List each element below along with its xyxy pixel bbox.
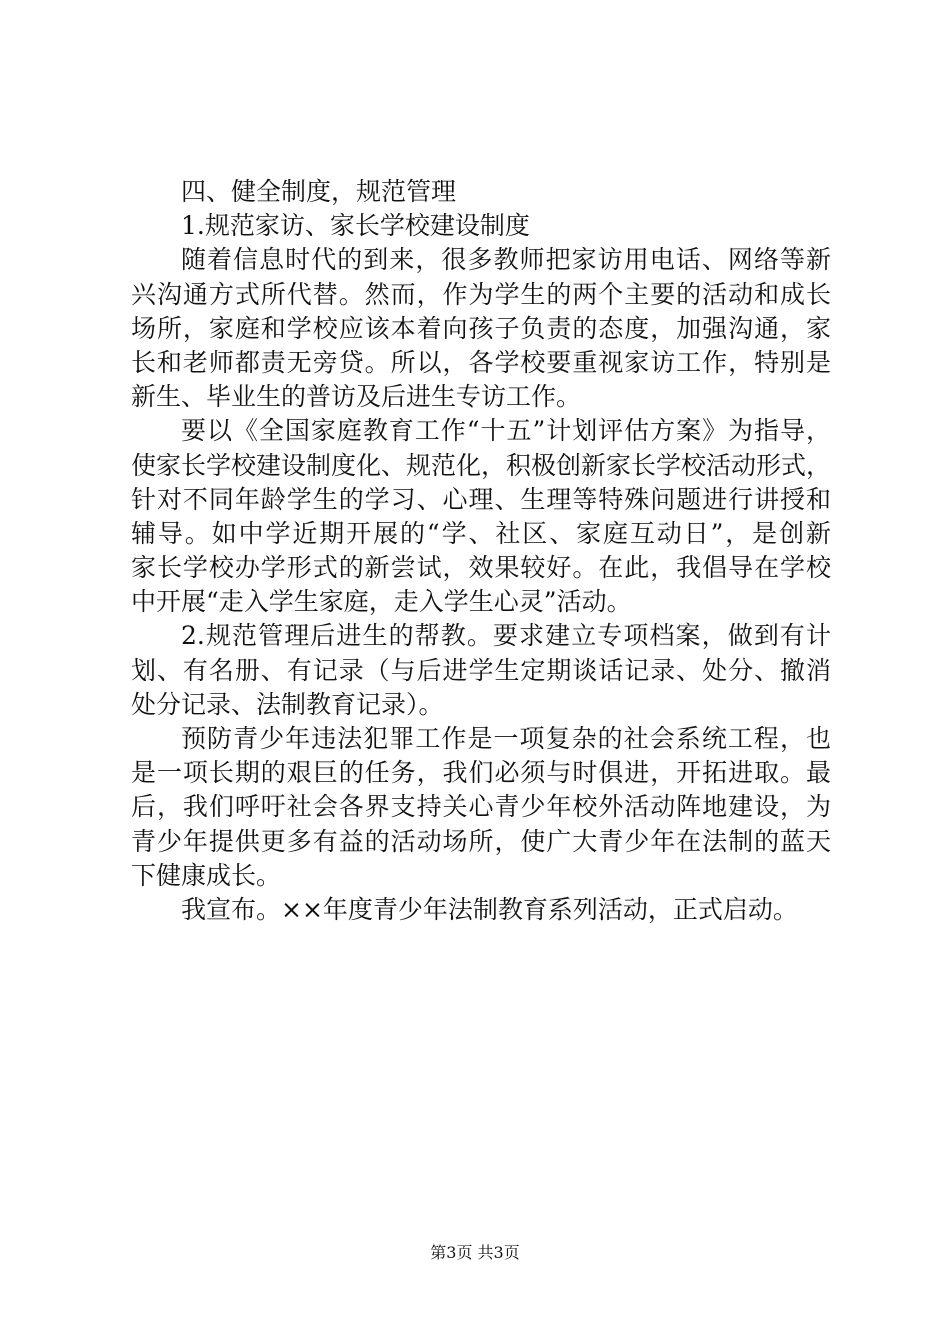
subheading-home-visit: 1.规范家访、家长学校建设制度 [181, 211, 530, 241]
paragraph-line: 要以《全国家庭教育工作“十五”计划评估方案》为指导， [181, 416, 831, 446]
paragraph-line: 青少年提供更多有益的活动场所，使广大青少年在法制的蓝天 [131, 826, 831, 856]
paragraph-line: 后，我们呼吁社会各界支持关心青少年校外活动阵地建设，为 [131, 792, 831, 822]
paragraph-line: 场所，家庭和学校应该本着向孩子负责的态度，加强沟通，家 [131, 313, 831, 343]
paragraph-underachiever-support [131, 619, 831, 722]
paragraph-line: 是一项长期的艰巨的任务，我们必须与时俱进，开拓进取。最 [131, 758, 831, 788]
paragraph-line: 2.规范管理后进生的帮教。要求建立专项档案，做到有计 [181, 621, 831, 651]
paragraph-line: 随着信息时代的到来，很多教师把家访用电话、网络等新 [181, 245, 831, 275]
page-number-footer: 第3页 共3页 [430, 1243, 520, 1262]
paragraph-line: 使家长学校建设制度化、规范化，积极创新家长学校活动形式， [131, 450, 832, 480]
paragraph-parent-school [131, 414, 831, 619]
paragraph-announcement [131, 893, 831, 927]
paragraph-line: 辅导。如中学近期开展的“学、社区、家庭互动日”，是创新 [131, 518, 831, 548]
paragraph-line: 长和老师都责无旁贷。所以，各学校要重视家访工作，特别是 [131, 347, 831, 377]
paragraph-line: 家长学校办学形式的新尝试，效果较好。在此，我倡导在学校 [131, 553, 831, 583]
paragraph-line: 针对不同年龄学生的学习、心理、生理等特殊问题进行讲授和 [131, 484, 831, 514]
document-body [131, 175, 831, 927]
paragraph-line: 新生、毕业生的普访及后进生专访工作。 [131, 382, 582, 412]
paragraph-line: 划、有名册、有记录（与后进学生定期谈话记录、处分、撤消 [131, 655, 831, 685]
paragraph-line: 预防青少年违法犯罪工作是一项复杂的社会系统工程，也 [181, 724, 831, 753]
paragraph-line: 处分记录、法制教育记录）。 [131, 689, 444, 719]
paragraph-line: 下健康成长。 [131, 860, 282, 890]
paragraph-crime-prevention [131, 722, 831, 893]
paragraph-information-age [131, 243, 831, 414]
paragraph-line: 我宣布。××年度青少年法制教育系列活动，正式启动。 [181, 894, 798, 924]
paragraph-line: 兴沟通方式所代替。然而，作为学生的两个主要的活动和成长 [131, 279, 831, 309]
paragraph-line: 中开展“走入学生家庭，走入学生心灵”活动。 [131, 587, 632, 617]
section-heading: 四、健全制度，规范管理 [181, 177, 457, 206]
